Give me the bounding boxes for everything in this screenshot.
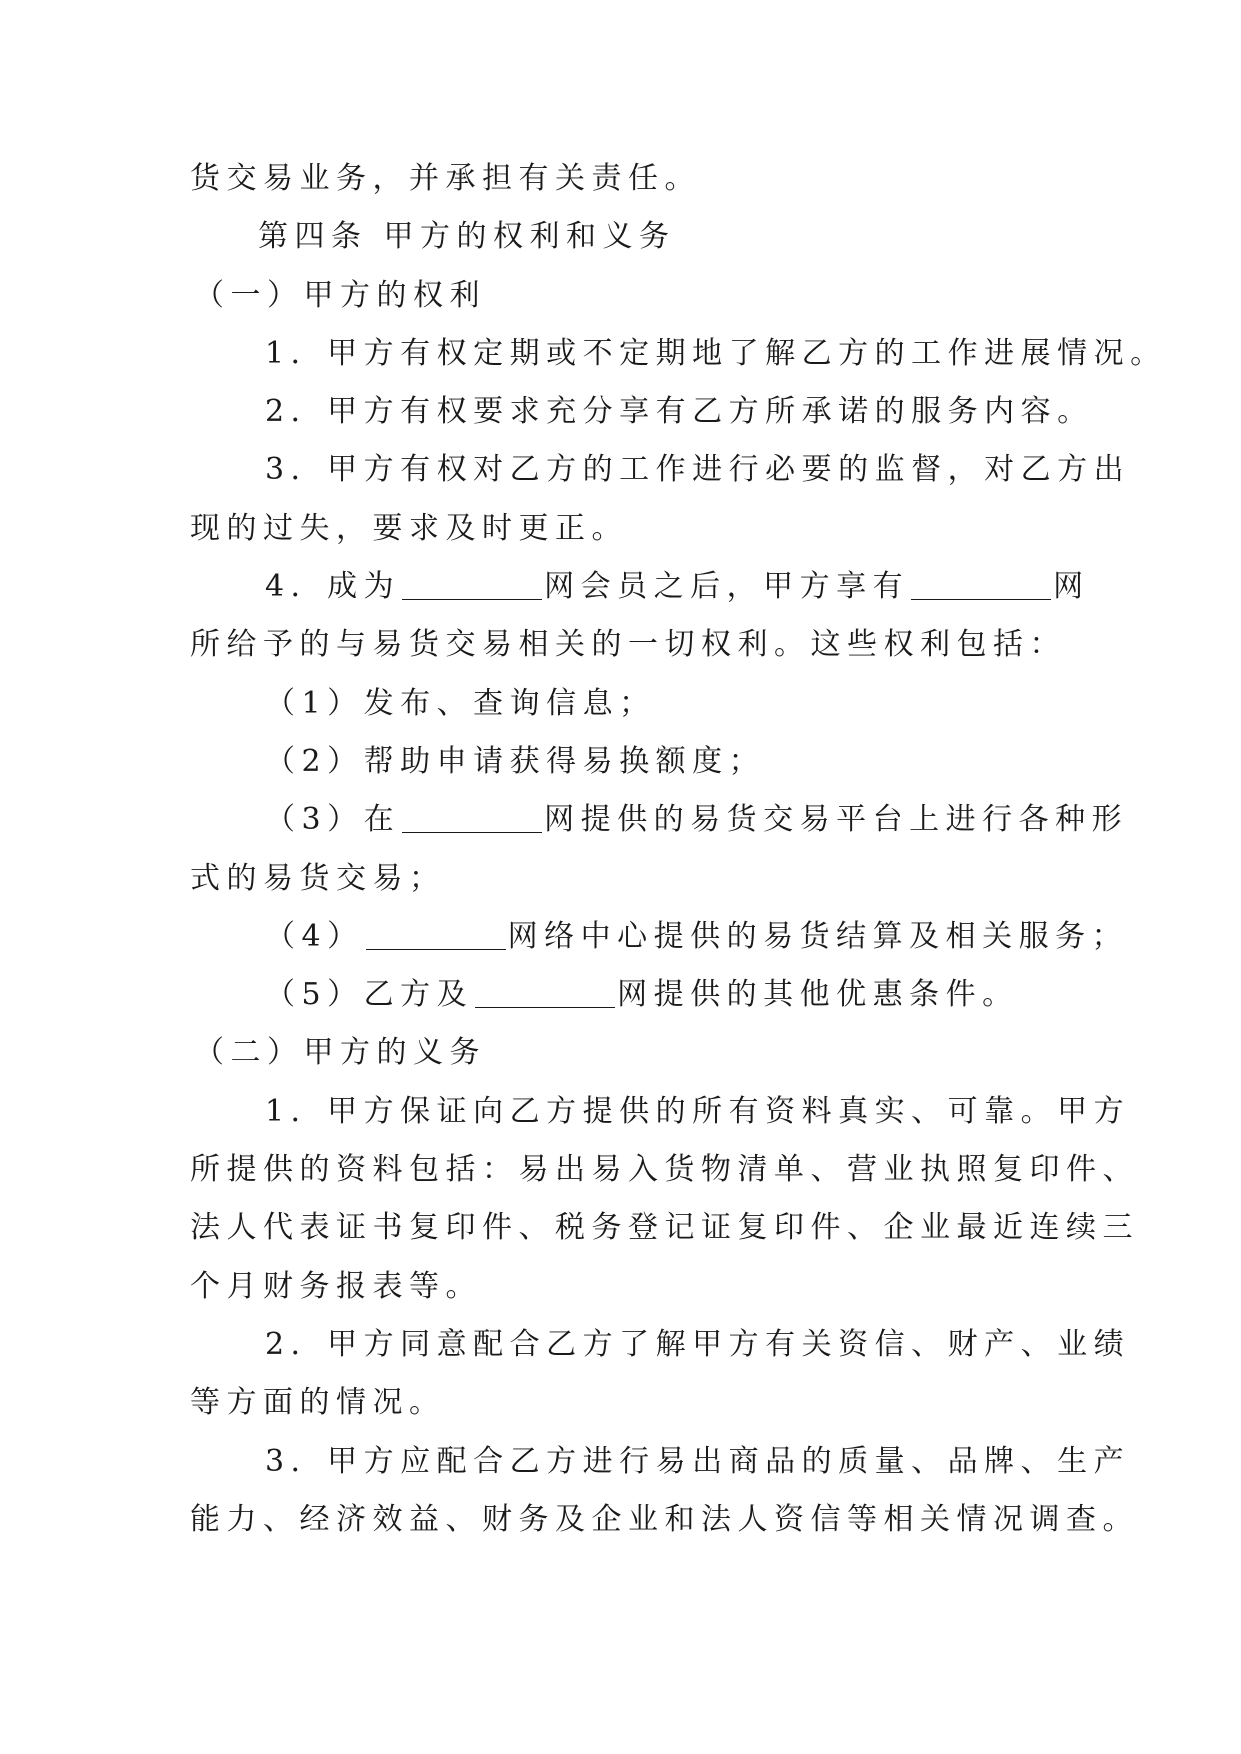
fill-in-blank[interactable] [402,565,542,600]
paragraph-line [190,558,1090,616]
text-segment: （3）在 [265,802,401,838]
fill-in-blank[interactable] [475,973,615,1008]
text-segment: 网提供的其他优惠条件。 [617,977,1019,1013]
list-item [190,791,1129,849]
text-segment: 网会员之后，甲方享有 [544,569,910,605]
section-heading: （一）甲方的权利 [194,277,486,313]
paragraph-line: 1．甲方有权定期或不定期地了解乙方的工作进展情况。 [265,335,1167,371]
list-item: （1）发布、查询信息； [265,685,656,721]
paragraph-line: 1．甲方保证向乙方提供的所有资料真实、可靠。甲方 [265,1093,1131,1129]
text-segment: 网络中心提供的易货结算及相关服务； [507,918,1129,954]
paragraph-line: 3．甲方应配合乙方进行易出商品的质量、品牌、生产 [265,1443,1131,1479]
document-page [190,150,1167,1549]
text-segment: （5）乙方及 [265,977,474,1013]
article-heading: 第四条 甲方的权利和义务 [258,219,676,255]
paragraph-line: 所给予的与易货交易相关的一切权利。这些权利包括： [190,627,1066,663]
paragraph-line: 货交易业务，并承担有关责任。 [190,161,701,196]
text-segment: 4．成为 [265,569,401,605]
fill-in-blank[interactable] [911,565,1051,600]
paragraph-line: 能力、经济效益、财务及企业和法人资信等相关情况调查。 [190,1501,1139,1537]
paragraph-line: 式的易货交易； [190,860,446,896]
paragraph-line: 现的过失，要求及时更正。 [190,510,628,546]
section-heading: （二）甲方的义务 [194,1035,486,1071]
paragraph-line: 法人代表证书复印件、税务登记证复印件、企业最近连续三 [190,1210,1139,1246]
text-segment: 网 [1053,569,1090,605]
paragraph-line: 2．甲方同意配合乙方了解甲方有关资信、财产、业绩 [265,1326,1131,1362]
fill-in-blank[interactable] [402,798,542,833]
list-item: （2）帮助申请获得易换额度； [265,743,766,779]
list-item [190,908,1129,966]
fill-in-blank[interactable] [366,915,506,950]
paragraph-line: 3．甲方有权对乙方的工作进行必要的监督，对乙方出 [265,452,1131,488]
paragraph-line: 所提供的资料包括：易出易入货物清单、营业执照复印件、 [190,1152,1139,1188]
list-item [190,966,1070,1024]
paragraph-line: 2．甲方有权要求充分享有乙方所承诺的服务内容。 [265,394,1094,430]
text-segment: （4） [265,918,364,954]
paragraph-line: 等方面的情况。 [190,1385,446,1421]
text-segment: 网提供的易货交易平台上进行各种形 [544,802,1129,838]
paragraph-line: 个月财务报表等。 [190,1268,482,1304]
